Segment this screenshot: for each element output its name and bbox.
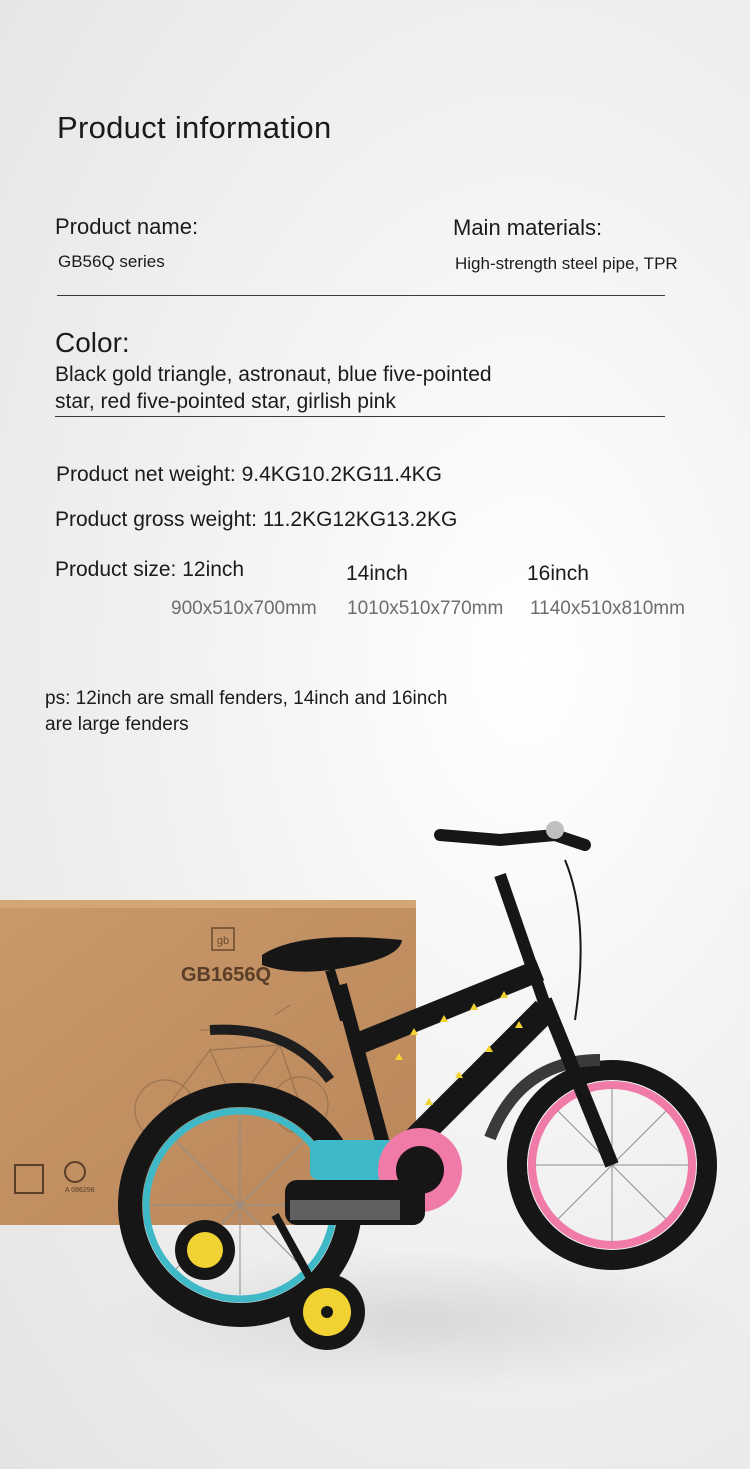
divider [55,416,665,417]
size-dim-12inch: 900x510x700mm [171,598,317,619]
box-logo: gb [216,935,230,947]
handlebar [440,835,585,845]
box-model: GB1656Q [181,964,272,986]
color-value-line2: star, red five-pointed star, girlish pink [55,390,396,413]
size-col-14inch: 14inch [346,562,408,585]
page-title: Product information [57,110,332,145]
product-name-value: GB56Q series [58,252,165,271]
size-dim-14inch: 1010x510x770mm [347,598,504,619]
gross-weight: Product gross weight: 11.2KG12KG13.2KG [55,508,458,531]
main-materials-value: High-strength steel pipe, TPR [455,254,678,273]
box-code: A 086298 [65,1187,95,1194]
ps-note-line2: are large fenders [45,714,189,735]
divider [57,295,665,296]
size-col-16inch: 16inch [527,562,589,585]
brake-cable [565,860,581,1020]
product-name-label: Product name: [55,214,199,239]
main-materials-label: Main materials: [453,215,603,240]
size-dim-16inch: 1140x510x810mm [530,598,685,619]
color-label: Color: [55,327,130,358]
product-photo [0,760,750,1469]
color-value-line1: Black gold triangle, astronaut, blue five-pointed [55,363,492,386]
size-label: Product size: 12inch [55,558,245,581]
bell-icon [546,821,564,839]
net-weight: Product net weight: 9.4KG10.2KG11.4KG [56,463,443,486]
ps-note-line1: ps: 12inch are small fenders, 14inch and 16inch [45,688,448,709]
